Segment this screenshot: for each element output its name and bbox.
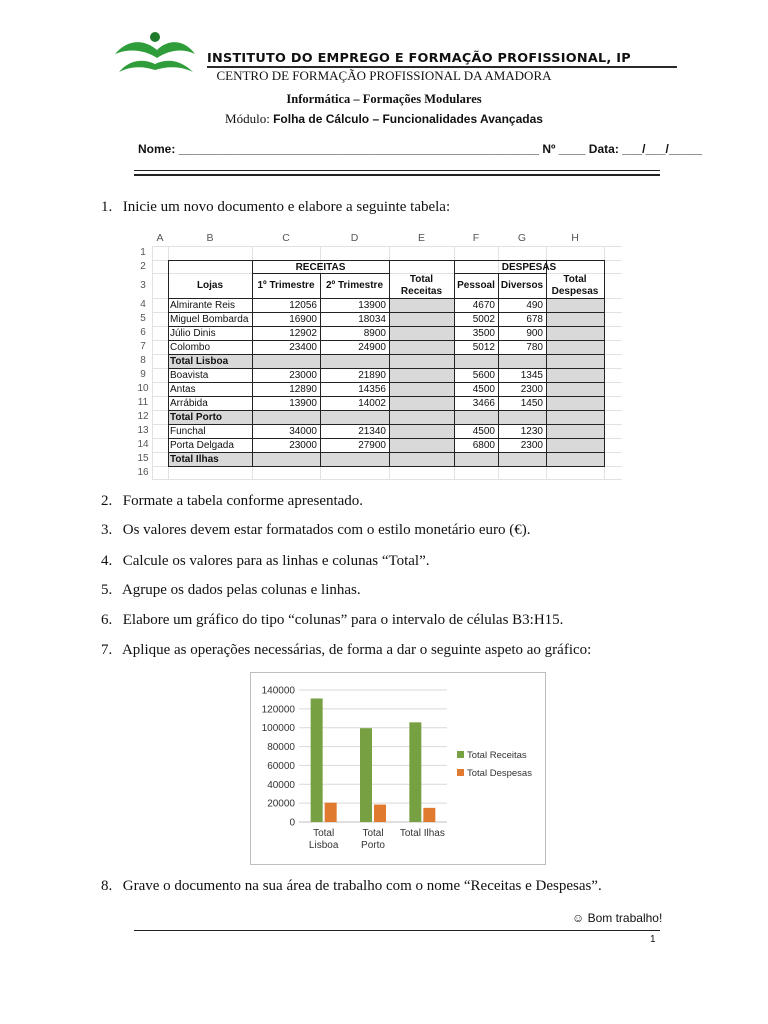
diversos-cell: 490 (526, 300, 543, 311)
total-despesas-cell (547, 397, 604, 410)
column-header: H (571, 232, 579, 244)
t2-cell: 18034 (358, 314, 386, 325)
y-tick-label: 80000 (267, 742, 295, 754)
pessoal-cell: 5002 (472, 314, 495, 325)
instruction-text: Elabore um gráfico do tipo “colunas” para o intervalo de células B3:H15. (122, 612, 564, 628)
total-receitas-cell (390, 383, 454, 396)
pessoal-cell: 4500 (472, 384, 495, 395)
instruction-number: 8. (101, 878, 113, 894)
instruction-8 (101, 878, 602, 895)
x-category-label: Porto (361, 840, 385, 851)
instruction-4 (101, 553, 430, 570)
store-name-cell: Total Ilhas (170, 454, 219, 465)
footer-rule (134, 930, 660, 931)
t1-cell: 23000 (289, 370, 317, 381)
total-despesas-cell (547, 383, 604, 396)
instruction-5 (101, 582, 361, 599)
total-receitas-cell (390, 439, 454, 452)
row-header: 8 (140, 355, 146, 366)
t2-cell: 13900 (358, 300, 386, 311)
student-info-line: Nome: ______________________________________________________ Nº ____ Data: ___/___/_____ (138, 142, 703, 156)
y-tick-label: 20000 (267, 798, 295, 810)
grid-col-line (152, 246, 153, 479)
module-title: Folha de Cálculo – Funcionalidades Avançadas (273, 112, 543, 126)
row-header: 3 (140, 280, 146, 291)
total-despesas-cell (547, 425, 604, 438)
t1-cell: 23000 (289, 440, 317, 451)
t1-cell: 23400 (289, 342, 317, 353)
bar-total-despesas (374, 805, 386, 822)
closing-message: ☺ Bom trabalho! (572, 911, 663, 925)
x-category-label: Total (313, 828, 335, 839)
instruction-text: Os valores devem estar formatados com o estilo monetário euro (€). (122, 522, 531, 538)
grid-row-line (152, 246, 622, 247)
course-subtitle: Informática – Formações Modulares (286, 92, 482, 106)
module-line (0, 111, 768, 127)
pessoal-cell: 5012 (472, 342, 495, 353)
row-header: 6 (140, 327, 146, 338)
bar-total-despesas (325, 803, 337, 822)
total-despesas-cell (547, 327, 604, 340)
total-receitas-cell (390, 313, 454, 326)
instruction-text: Grave o documento na sua área de trabalho com o nome “Receitas e Despesas”. (122, 878, 602, 894)
instruction-number: 5. (101, 582, 113, 598)
training-center-name: CENTRO DE FORMAÇÃO PROFISSIONAL DA AMADORA (216, 68, 552, 83)
t2-cell: 14356 (358, 384, 386, 395)
y-tick-label: 100000 (261, 723, 295, 735)
y-tick-label: 40000 (267, 779, 295, 791)
instruction-number: 1. (101, 199, 113, 215)
row-header: 14 (137, 439, 149, 450)
legend-swatch (457, 769, 464, 776)
table-row-border (168, 410, 604, 411)
t2-cell: 8900 (363, 328, 386, 339)
instruction-7 (101, 642, 591, 659)
column-header: A (156, 232, 164, 244)
diversos-cell: 678 (526, 314, 543, 325)
total-despesas-cell (547, 299, 604, 312)
row-header: 1 (140, 247, 146, 258)
instruction-number: 6. (101, 612, 113, 628)
t1-cell: 13900 (289, 398, 317, 409)
row-header: 4 (140, 299, 146, 310)
instruction-3 (101, 522, 531, 539)
store-name-cell: Total Porto (170, 412, 223, 423)
t2-cell: 24900 (358, 342, 386, 353)
pessoal-cell: 3466 (472, 398, 495, 409)
bar-total-receitas (409, 722, 421, 822)
column-header: G (517, 232, 527, 244)
diversos-cell: 1345 (520, 370, 543, 381)
instruction-text: Aplique as operações necessárias, de forma a dar o seguinte aspeto ao gráfico: (121, 642, 592, 658)
pessoal-cell: 4500 (472, 426, 495, 437)
t2-cell: 14002 (358, 398, 386, 409)
row-header: 9 (140, 369, 146, 380)
diversos-cell: 1450 (520, 398, 543, 409)
column-header: D (350, 232, 359, 244)
diversos-cell: 780 (526, 342, 543, 353)
module-label: Módulo: (225, 111, 270, 126)
total-row-cells (169, 411, 604, 424)
diversos-cell: 2300 (520, 384, 543, 395)
t2-cell: 21890 (358, 370, 386, 381)
y-tick-label: 140000 (261, 685, 295, 697)
column-header: E (417, 232, 425, 244)
t1-cell: 16900 (289, 314, 317, 325)
column-chart (250, 672, 546, 865)
grid-row-line (152, 479, 622, 480)
store-name-cell: Boavista (170, 370, 209, 381)
row-header: 7 (140, 341, 146, 352)
total-receitas-cell (390, 341, 454, 354)
instruction-number: 3. (101, 522, 113, 538)
spreadsheet-image (134, 231, 622, 478)
instruction-1 (101, 199, 450, 216)
bar-total-receitas (311, 698, 323, 822)
column-header: F (472, 232, 480, 244)
store-name-cell: Colombo (170, 342, 211, 353)
t2-cell: 27900 (358, 440, 386, 451)
total-receitas-header: Total (409, 274, 434, 285)
total-receitas-cell (390, 299, 454, 312)
t2-cell: 21340 (358, 426, 386, 437)
chart-canvas (251, 673, 545, 864)
instruction-2 (101, 493, 363, 510)
table-border-bottom (168, 466, 604, 467)
store-name-cell: Arrábida (170, 398, 208, 409)
store-name-cell: Miguel Bombarda (170, 314, 249, 325)
x-category-label: Total (362, 828, 384, 839)
row-header: 15 (137, 453, 149, 464)
y-tick-label: 60000 (267, 760, 295, 772)
table-border-right (604, 260, 605, 467)
table-row-border (168, 354, 604, 355)
row-header: 2 (140, 261, 146, 272)
diversos-header: Diversos (500, 280, 544, 291)
total-despesas-cell (547, 369, 604, 382)
pessoal-header: Pessoal (457, 280, 495, 291)
table-row-border (168, 452, 604, 453)
row-header: 16 (137, 467, 149, 478)
bar-total-despesas (423, 808, 435, 822)
row-header: 12 (137, 411, 149, 422)
instruction-6 (101, 612, 563, 629)
total-despesas-cell (547, 341, 604, 354)
organization-name: INSTITUTO DO EMPREGO E FORMAÇÃO PROFISSIONAL, IP (207, 51, 631, 66)
total-receitas-cell (390, 327, 454, 340)
total-despesas-cell (547, 313, 604, 326)
row-header: 10 (137, 383, 149, 394)
instruction-number: 4. (101, 553, 113, 569)
store-name-cell: Porta Delgada (170, 440, 234, 451)
total-despesas-header: Total (563, 274, 587, 285)
diversos-cell: 900 (526, 328, 543, 339)
total-receitas-cell (390, 425, 454, 438)
t1-cell: 34000 (289, 426, 317, 437)
t1-cell: 12890 (289, 384, 317, 395)
total-row-cells (169, 453, 604, 466)
lojas-header: Lojas (196, 280, 224, 291)
store-name-cell: Almirante Reis (170, 300, 236, 311)
row-header: 5 (140, 313, 146, 324)
store-name-cell: Funchal (170, 426, 206, 437)
instruction-text: Calcule os valores para as linhas e colunas “Total”. (122, 553, 430, 569)
pessoal-cell: 5600 (472, 370, 495, 381)
instruction-text: Formate a tabela conforme apresentado. (122, 493, 364, 509)
bar-total-receitas (360, 728, 372, 822)
instruction-number: 7. (101, 642, 113, 658)
page-number: 1 (650, 934, 656, 945)
t1-cell: 12902 (289, 328, 317, 339)
x-category-label: Lisboa (308, 840, 339, 851)
total-despesas-cell (547, 439, 604, 452)
instruction-text: Agrupe os dados pelas colunas e linhas. (121, 582, 361, 598)
total-receitas-cell (390, 397, 454, 410)
t1-header: 1º Trimestre (257, 280, 315, 291)
instruction-text: Inicie um novo documento e elabore a seguinte tabela: (122, 199, 451, 215)
total-despesas-header-2: Despesas (551, 286, 599, 297)
t1-cell: 12056 (289, 300, 317, 311)
legend-label: Total Receitas (467, 750, 527, 761)
legend-label: Total Despesas (467, 768, 532, 779)
legend-swatch (457, 751, 464, 758)
row-header: 11 (137, 397, 149, 408)
diversos-cell: 2300 (520, 440, 543, 451)
total-receitas-header-2: Receitas (400, 286, 443, 297)
receitas-header: RECEITAS (295, 262, 346, 273)
total-receitas-cell (390, 369, 454, 382)
diversos-cell: 1230 (520, 426, 543, 437)
store-name-cell: Antas (170, 384, 196, 395)
pessoal-cell: 4670 (472, 300, 495, 311)
pessoal-cell: 3500 (472, 328, 495, 339)
store-name-cell: Total Lisboa (170, 356, 229, 367)
column-header: C (282, 232, 290, 244)
despesas-header: DESPESAS (501, 262, 557, 273)
instruction-number: 2. (101, 493, 113, 509)
y-tick-label: 0 (289, 817, 295, 829)
header-double-rule (134, 170, 660, 176)
t2-header: 2º Trimestre (325, 280, 384, 291)
pessoal-cell: 6800 (472, 440, 495, 451)
store-name-cell: Júlio Dinis (170, 328, 216, 339)
total-row-cells (169, 355, 604, 368)
y-tick-label: 120000 (261, 704, 295, 716)
column-header: B (206, 232, 214, 244)
x-category-label: Total Ilhas (399, 828, 445, 839)
row-header: 13 (137, 425, 149, 436)
